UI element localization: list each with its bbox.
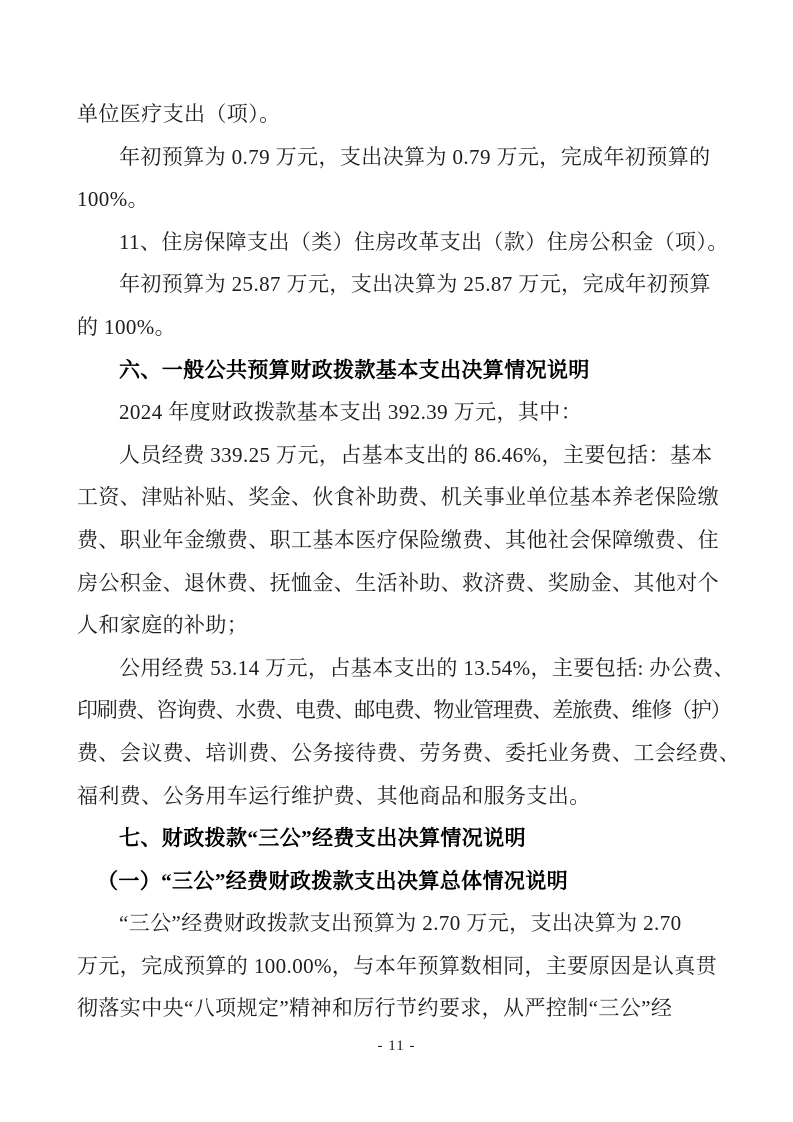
text-line: 工资、津贴补贴、奖金、伙食补助费、机关事业单位基本养老保险缴 [77,485,719,510]
text-line: 年初预算为 0.79 万元，支出决算为 0.79 万元，完成年初预算的 [119,144,711,169]
document-body [77,93,741,1030]
text-line: 万元，完成预算的 100.00%，与本年预算数相同，主要原因是认真贯 [77,953,718,978]
text-line: 公用经费 53.14 万元，占基本支出的 13.54%，主要包括: 办公费、 [119,655,736,680]
heading-section-seven: 七、财政拨款“三公”经费支出决算情况说明 [119,826,526,851]
text-line: 费、职业年金缴费、职工基本医疗保险缴费、其他社会保障缴费、住 [77,527,719,552]
text-line: 11、住房保障支出（类）住房改革支出（款）住房公积金（项）。 [119,229,729,254]
text-line: 印刷费、咨询费、水费、电费、邮电费、物业管理费、差旅费、维修（护） [77,698,731,723]
heading-section-six: 六、一般公共预算财政拨款基本支出决算情况说明 [119,357,590,382]
text-line: 人和家庭的补助； [77,613,249,638]
page-number: - 11 - [377,1038,416,1054]
text-line: 房公积金、退休费、抚恤金、生活补助、救济费、奖励金、其他对个 [77,570,719,595]
text-line: 年初预算为 25.87 万元，支出决算为 25.87 万元，完成年初预算 [119,272,711,297]
text-line: 2024 年度财政拨款基本支出 392.39 万元，其中： [119,400,583,425]
text-line: 彻落实中央“八项规定”精神和厉行节约要求，从严控制“三公”经 [77,996,673,1021]
text-line: “三公”经费财政拨款支出预算为 2.70 万元，支出决算为 2.70 [119,911,682,936]
text-line: 福利费、公务用车运行维护费、其他商品和服务支出。 [77,783,591,808]
text-line: 100%。 [77,187,149,212]
text-line: 单位医疗支出（项）。 [77,102,281,126]
heading-subsection-one: （一）“三公”经费财政拨款支出决算总体情况说明 [96,868,569,893]
text-line: 人员经费 339.25 万元，占基本支出的 86.46%，主要包括：基本 [119,442,713,467]
text-line: 的 100%。 [77,314,177,339]
text-line: 费、会议费、培训费、公务接待费、劳务费、委托业务费、工会经费、 [77,740,741,765]
